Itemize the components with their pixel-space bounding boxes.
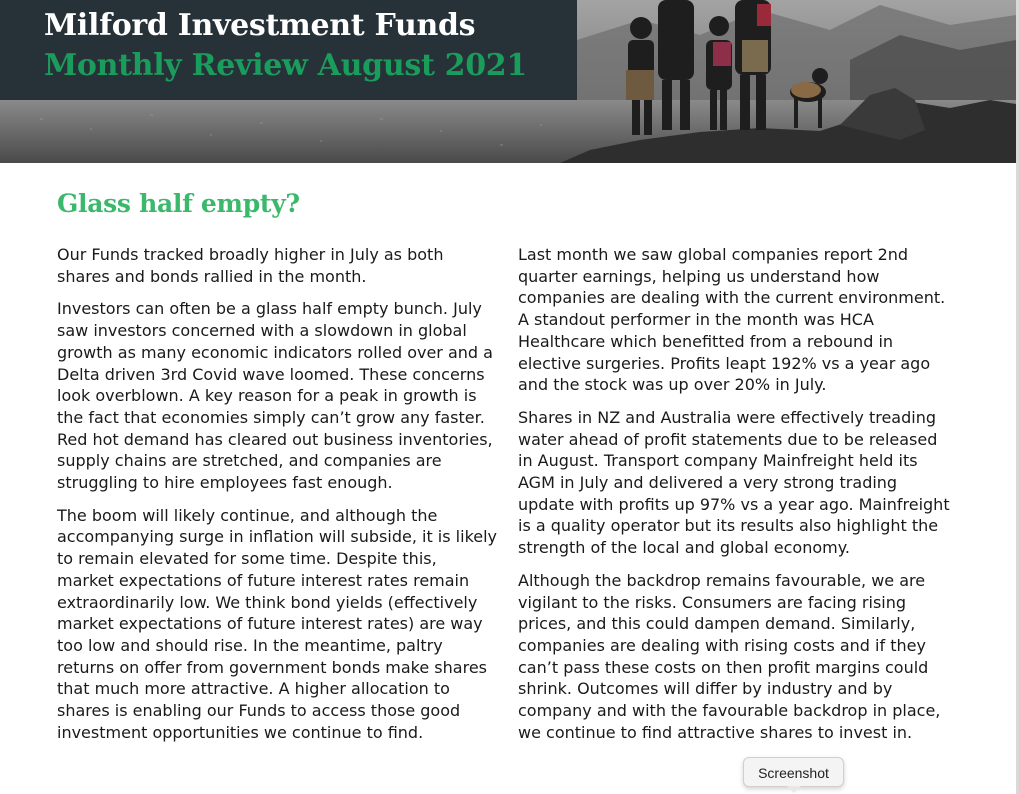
article-heading: Glass half empty?	[57, 189, 300, 218]
paragraph: The boom will likely continue, and although the accompanying surge in inflation will subside, it is likely to remain elevated for some time. Despite this, market expectations of future interest rates remain extraordinarily low. We think bond yields (effectively market expectations of future interest rates) are way too low and should rise. In the meantime, paltry returns on offer from government bonds make shares that much more attractive. A higher allocation to shares is enabling our Funds to access those good investment opportunities we continue to find.	[57, 505, 498, 742]
document-subtitle: Monthly Review August 2021	[44, 48, 527, 83]
header-banner	[0, 0, 1016, 163]
paragraph: Last month we saw global companies report 2nd quarter earnings, helping us understand how companies are dealing with the current environment. A standout performer in the month was HCA Healthcare which benefitted from a rebound in elective surgeries. Profits leapt 192% vs a year ago and the stock was up over 20% in July.	[518, 245, 946, 395]
tooltip-arrow-icon	[787, 786, 801, 793]
document-title: Milford Investment Funds	[44, 8, 476, 43]
paragraph: Although the backdrop remains favourable, we are vigilant to the risks. Consumers are facing rising prices, and this could dampen demand. Similarly, companies are dealing with rising costs and if they can’t pass these costs on then profit margins could shrink. Outcomes will differ by industry and by company and with the favourable backdrop in place, we continue to find attractive shares to invest in.	[518, 570, 941, 742]
paragraph: Shares in NZ and Australia were effectively treading water ahead of profit statements due to be released in August. Transport company Mainfreight held its AGM in July and delivered a very strong trading update with profits up 97% vs a year ago. Mainfreight is a quality operator but its results also highlight the strength of the local and global economy.	[518, 407, 950, 558]
right-column	[518, 244, 956, 754]
title-box	[0, 0, 577, 100]
left-column	[57, 244, 497, 754]
paragraph: Our Funds tracked broadly higher in July as both shares and bonds rallied in the month.	[57, 245, 444, 286]
paragraph: Investors can often be a glass half empty bunch. July saw investors concerned with a slowdown in global growth as many economic indicators rolled over and a Delta driven 3rd Covid wave loomed. These concerns look overblown. A key reason for a peak in growth is the fact that economies simply can’t grow any faster. Red hot demand has cleared out business inventories, supply chains are stretched, and companies are struggling to hire employees fast enough.	[57, 299, 493, 493]
screenshot-tooltip: Screenshot	[743, 757, 844, 787]
